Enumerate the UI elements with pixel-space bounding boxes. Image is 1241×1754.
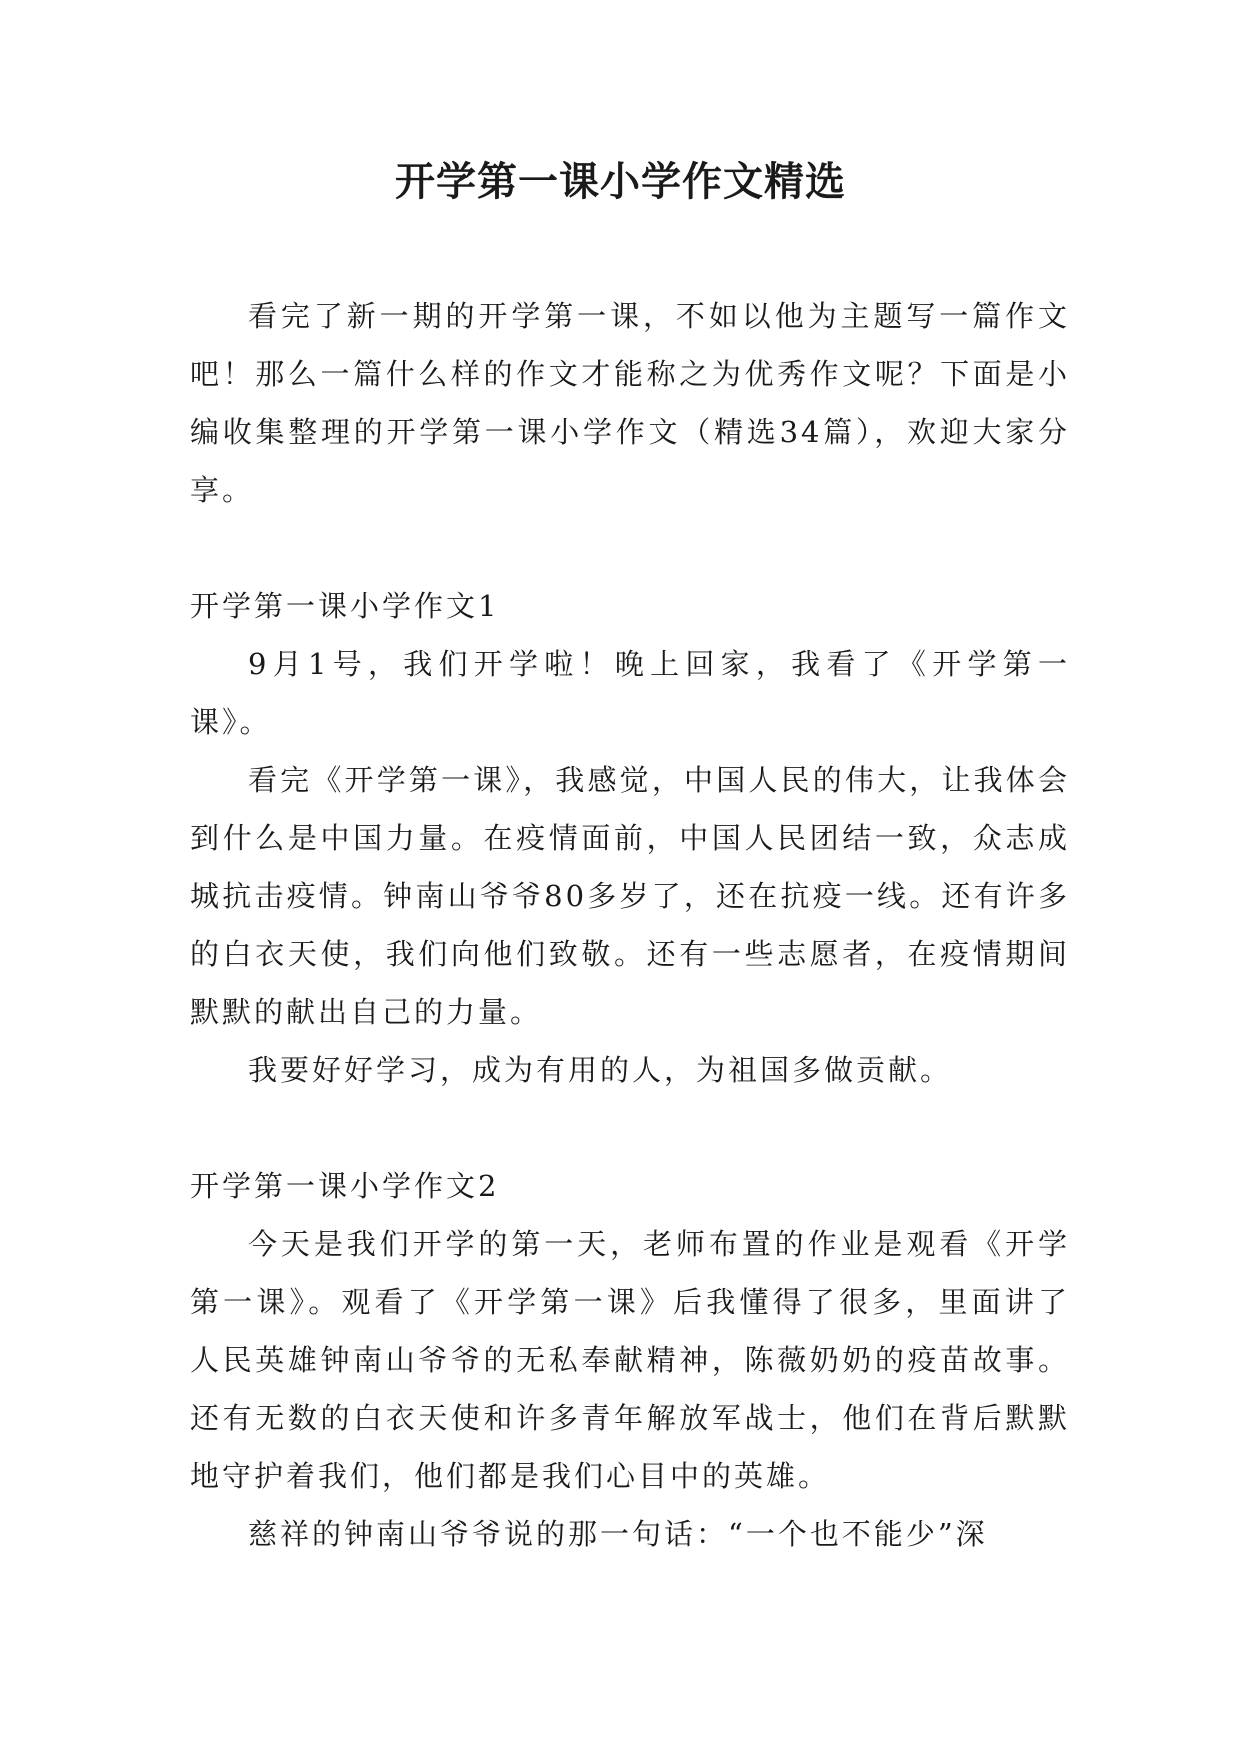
intro-paragraph: 看完了新一期的开学第一课，不如以他为主题写一篇作文吧！那么一篇什么样的作文才能称之为优秀作文呢？下面是小编收集整理的开学第一课小学作文（精选34篇），欢迎大家分享。 <box>190 299 1070 507</box>
section-2-paragraph-2: 慈祥的钟南山爷爷说的那一句话：“一个也不能少”深 <box>248 1517 988 1551</box>
section-1-paragraph-2: 看完《开学第一课》，我感觉，中国人民的伟大，让我体会到什么是中国力量。在疫情面前，中国人民团结一致，众志成城抗击疫情。钟南山爷爷80多岁了，还在抗疫一线。还有许多的白衣天使，我们向他们致敬。还有一些志愿者，在疫情期间默默的献出自己的力量。 <box>190 763 1070 1029</box>
section-1-paragraph-3: 我要好好学习，成为有用的人，为祖国多做贡献。 <box>248 1053 953 1087</box>
document-title: 开学第一课小学作文精选 <box>395 159 846 205</box>
section-1-paragraph-1: 9月1号，我们开学啦！晚上回家，我看了《开学第一课》。 <box>190 647 1070 739</box>
section-heading-1: 开学第一课小学作文1 <box>190 589 500 623</box>
section-heading-2: 开学第一课小学作文2 <box>190 1169 500 1203</box>
section-2-paragraph-1: 今天是我们开学的第一天，老师布置的作业是观看《开学第一课》。观看了《开学第一课》后我懂得了很多，里面讲了人民英雄钟南山爷爷的无私奉献精神，陈薇奶奶的疫苗故事。还有无数的白衣天使和许多青年解放军战士，他们在背后默默地守护着我们，他们都是我们心目中的英雄。 <box>190 1227 1070 1493</box>
document-body <box>190 287 1070 1563</box>
